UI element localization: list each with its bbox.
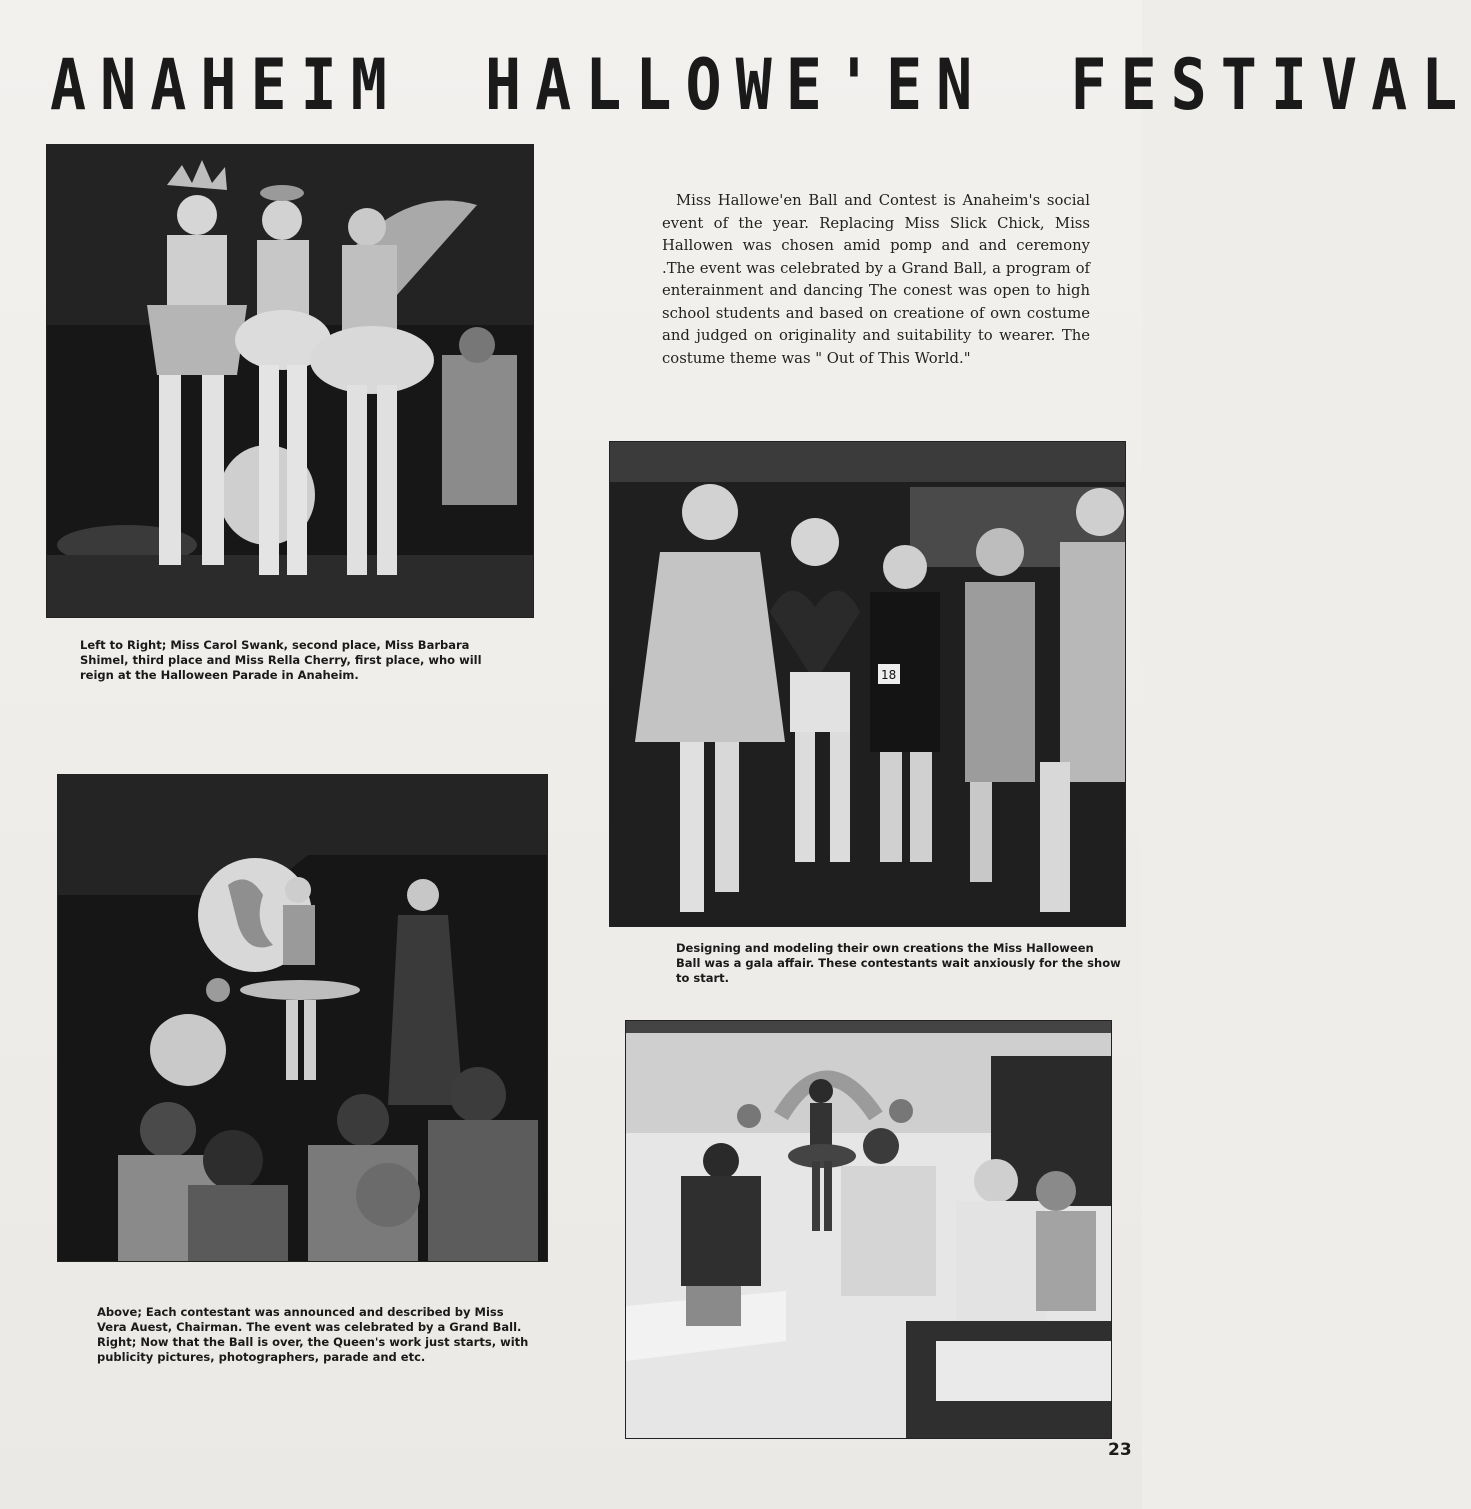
intro-text (662, 190, 1090, 370)
stage-caption: Above; Each contestant was announced and described by Miss Vera Auest, Chairman. The event was celebrated by a Grand Ball. Right; Now that the Ball is over, the Queen's work just starts, with publicity pictures, photographers, parade and etc. (97, 1305, 529, 1364)
stage-photo (58, 775, 547, 1261)
contestants-photo (610, 442, 1125, 926)
winners-caption: Left to Right; Miss Carol Swank, second place, Miss Barbara Shimel, third place and Miss Rella Cherry, first place, who will reign at the Halloween Parade in Anaheim. (80, 638, 482, 682)
intro-paragraph: Miss Hallowe'en Ball and Contest is Anaheim's social event of the year. Replacing Miss Slick Chick, Miss Hallowen was chosen amid pomp and and ceremony .The event was celebrated by a Grand Ball, a program of enterainment and dancing The conest was open to high school students and based on creatione of own costume and judged on originality and suitability to wearer. The costume theme was " Out of This World." (662, 192, 1090, 367)
photographers-photo (626, 1021, 1111, 1438)
contestant-badge: 18 (881, 668, 897, 682)
contestants-caption: Designing and modeling their own creations the Miss Halloween Ball was a gala affair. These contestants wait anxiously for the show to start. (676, 941, 1121, 985)
winners-photo (47, 145, 533, 617)
page-title: ANAHEIM HALLOWE'EN FESTIVAL (50, 43, 1471, 127)
page-number: 23 (1108, 1440, 1132, 1460)
